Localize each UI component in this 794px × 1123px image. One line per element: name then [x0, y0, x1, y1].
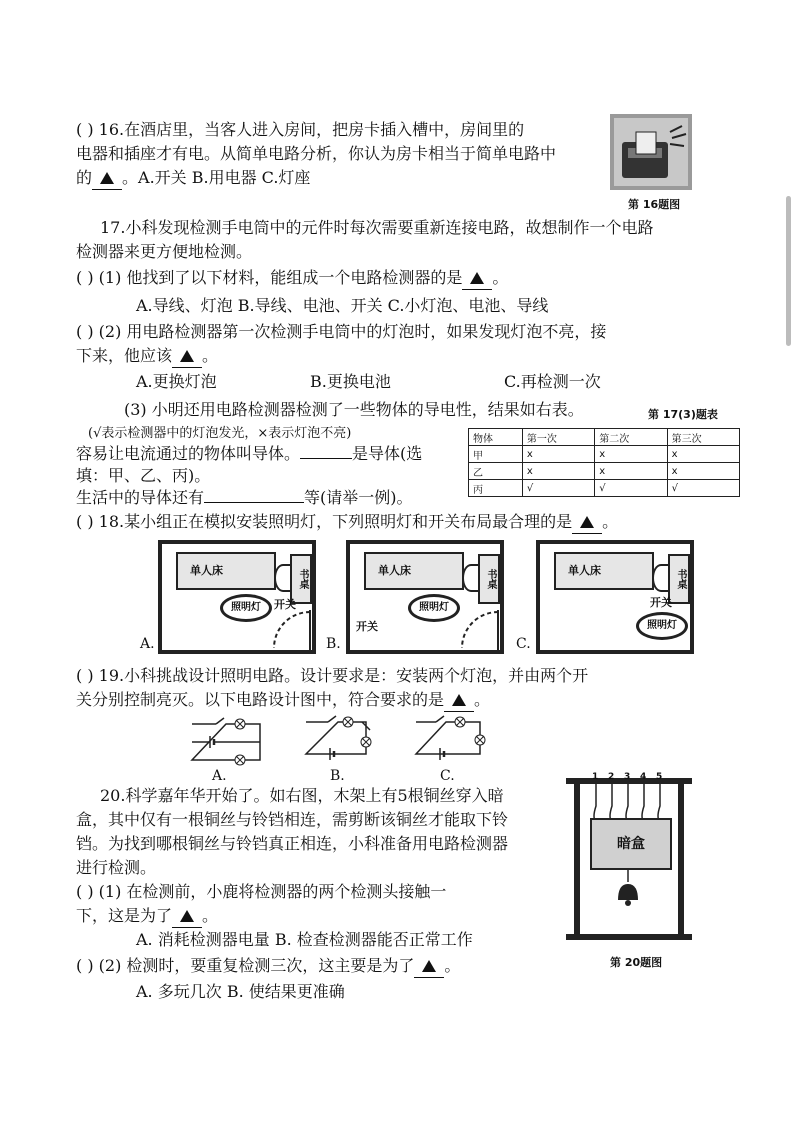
switch-label: 开关	[356, 620, 378, 633]
wire-number: 2	[608, 772, 615, 782]
table-cell: √	[595, 480, 667, 497]
q16-line3	[76, 168, 310, 190]
example-blank[interactable]	[204, 488, 304, 503]
triangle-icon	[580, 516, 594, 528]
q20-line1: 20.科学嘉年华开始了。如右图，木架上有5根铜丝穿入暗	[100, 786, 504, 805]
lamp: 照明灯	[220, 594, 272, 622]
q16-caption: 第 16题图	[628, 198, 681, 211]
q20-part1-options: A. 消耗检测器电量 B. 检查检测器能否正常工作	[136, 930, 473, 949]
q19-line1: ( ) 19.小科挑战设计照明电路。设计要求是：安装两个灯泡，并由两个开	[76, 666, 589, 685]
table-row	[469, 446, 740, 463]
desk: 书桌	[668, 554, 690, 604]
dark-box-figure	[566, 772, 692, 944]
table-cell: √	[667, 480, 739, 497]
q17-part1-options: A.导线、灯泡 B.导线、电池、开关 C.小灯泡、电池、导线	[136, 296, 549, 315]
q17-line1: 17.小科发现检测手电筒中的元件时每次需要重新连接电路，故想制作一个电路	[100, 218, 654, 237]
q20-caption: 第 20题图	[610, 956, 663, 969]
wire-number: 1	[592, 772, 599, 782]
q18-option-c: C.	[516, 636, 531, 652]
door-arc	[272, 610, 312, 650]
triangle-icon	[470, 272, 484, 284]
q18-option-b: B.	[326, 636, 341, 652]
q17-part2-option-a: A.更换灯泡	[136, 372, 217, 391]
table-cell: x	[595, 446, 667, 463]
q19-option-c: C.	[440, 768, 455, 784]
table-cell: x	[595, 463, 667, 480]
switch-label: 开关	[650, 596, 672, 609]
q17-part3-text2: 是导体(选	[352, 444, 423, 463]
q17-part1-text: ( ) (1) 他找到了以下材料，能组成一个电路检测器的是	[76, 268, 463, 287]
q19-end: 。	[474, 690, 491, 709]
chair	[274, 564, 292, 592]
q17-part1	[76, 268, 508, 290]
dark-box: 暗盒	[590, 818, 672, 870]
wire-number: 5	[656, 772, 663, 782]
q19-option-b: B.	[330, 768, 345, 784]
wire-number: 4	[640, 772, 647, 782]
triangle-icon	[180, 910, 194, 922]
q17-part3-line2	[76, 444, 422, 464]
table-header: 第一次	[522, 429, 594, 446]
triangle-icon	[422, 960, 436, 972]
q17-part2-line1: ( ) (2) 用电路检测器第一次检测手电筒中的灯泡时，如果发现灯泡不亮，接	[76, 322, 607, 341]
q18-text: ( ) 18.某小组正在模拟安装照明灯，下列照明灯和开关布局最合理的是	[76, 512, 573, 531]
q17-part1-end: 。	[492, 268, 509, 287]
q17-line2: 检测器来更方便地检测。	[76, 242, 253, 261]
desk: 书桌	[290, 554, 312, 604]
q17-table-caption: 第 17(3)题表	[648, 408, 718, 421]
table-header-row	[469, 429, 740, 446]
bed: 单人床	[176, 552, 276, 590]
answer-blank[interactable]	[172, 906, 202, 928]
triangle-icon	[100, 172, 114, 184]
q19-line2	[76, 690, 490, 712]
room-card-photo	[610, 114, 692, 190]
switch-label: 开关	[274, 598, 296, 611]
table-row	[469, 463, 740, 480]
answer-blank[interactable]	[92, 168, 122, 190]
chair	[462, 564, 480, 592]
door-arc	[460, 610, 500, 650]
q17-part2-line2	[76, 346, 218, 368]
bed: 单人床	[364, 552, 464, 590]
q20-part2-end: 。	[444, 956, 461, 975]
q17-part2-text: 下来，他应该	[76, 346, 173, 365]
q20-part2-text: ( ) (2) 检测时，要重复检测三次，这主要是为了	[76, 956, 415, 975]
q20-line2: 盒，其中仅有一根铜丝与铃铛相连，需剪断该铜丝才能取下铃	[76, 810, 509, 829]
table-cell: 乙	[469, 463, 523, 480]
q19-option-a: A.	[212, 768, 227, 784]
q20-part1-end: 。	[202, 906, 219, 925]
table-header: 第二次	[595, 429, 667, 446]
triangle-icon	[180, 350, 194, 362]
q16-options: 。A.开关 B.用电器 C.灯座	[122, 168, 311, 187]
desk: 书桌	[478, 554, 500, 604]
q18-end: 。	[602, 512, 619, 531]
q20-part1-line2	[76, 906, 218, 928]
q16-line3-prefix: 的	[76, 168, 93, 187]
table-header: 第三次	[667, 429, 739, 446]
table-row	[469, 480, 740, 497]
room-plan-a	[158, 540, 316, 654]
table-header: 物体	[469, 429, 523, 446]
q19-text: 关分别控制亮灭。以下电路设计图中，符合要求的是	[76, 690, 445, 709]
q17-part2-option-c: C.再检测一次	[504, 372, 601, 391]
lamp: 照明灯	[408, 594, 460, 622]
table-cell: 甲	[469, 446, 523, 463]
answer-blank[interactable]	[572, 512, 602, 534]
answer-blank[interactable]	[462, 268, 492, 290]
circuit-c	[410, 712, 492, 768]
q18-question	[76, 512, 618, 534]
answer-blank[interactable]	[414, 956, 444, 978]
chair	[652, 564, 670, 592]
q20-part1-text: 下，这是为了	[76, 906, 173, 925]
conductor-blank[interactable]	[300, 444, 352, 459]
scrollbar-thumb[interactable]	[786, 196, 791, 346]
table-cell: 丙	[469, 480, 523, 497]
triangle-icon	[452, 694, 466, 706]
circuit-a	[186, 716, 266, 768]
q17-part2-end: 。	[202, 346, 219, 365]
circuit-b	[300, 712, 382, 768]
q17-part3-line4	[76, 488, 413, 508]
q20-line4: 进行检测。	[76, 858, 157, 877]
answer-blank[interactable]	[444, 690, 474, 712]
wire-number: 3	[624, 772, 631, 782]
table-cell: x	[522, 463, 594, 480]
q20-part2-options: A. 多玩几次 B. 使结果更准确	[136, 982, 345, 1001]
table-cell: x	[522, 446, 594, 463]
q16-line1: ( ) 16.在酒店里，当客人进入房间，把房卡插入槽中，房间里的	[76, 120, 525, 139]
table-cell: x	[667, 463, 739, 480]
q17-part2-option-b: B.更换电池	[310, 372, 391, 391]
table-cell: √	[522, 480, 594, 497]
answer-blank[interactable]	[172, 346, 202, 368]
q17-part3-text3: 生活中的导体还有	[76, 488, 205, 507]
q16-line2: 电器和插座才有电。从简单电路分析，你认为房卡相当于简单电路中	[76, 144, 557, 163]
q20-line3: 铛。为找到哪根铜丝与铃铛真正相连，小科准备用电路检测器	[76, 834, 509, 853]
q17-part3-line3: 填：甲、乙、丙)。	[76, 466, 211, 485]
lamp: 照明灯	[636, 612, 688, 640]
room-plan-b	[346, 540, 504, 654]
bed: 单人床	[554, 552, 654, 590]
q20-part1-line1: ( ) (1) 在检测前，小鹿将检测器的两个检测头接触一	[76, 882, 447, 901]
q17-part3-line1: (3) 小明还用电路检测器检测了一些物体的导电性，结果如右表。	[124, 400, 584, 419]
table-cell: x	[667, 446, 739, 463]
q20-part2	[76, 956, 460, 978]
q17-part3-text4: 等(请举一例)。	[304, 488, 413, 507]
q17-part3-text: 容易让电流通过的物体叫导体。	[76, 444, 301, 463]
q17-part3-note: (√表示检测器中的灯泡发光，×表示灯泡不亮)	[88, 426, 352, 441]
result-table	[468, 428, 740, 497]
q18-option-a: A.	[140, 636, 155, 652]
room-plan-c	[536, 540, 694, 654]
